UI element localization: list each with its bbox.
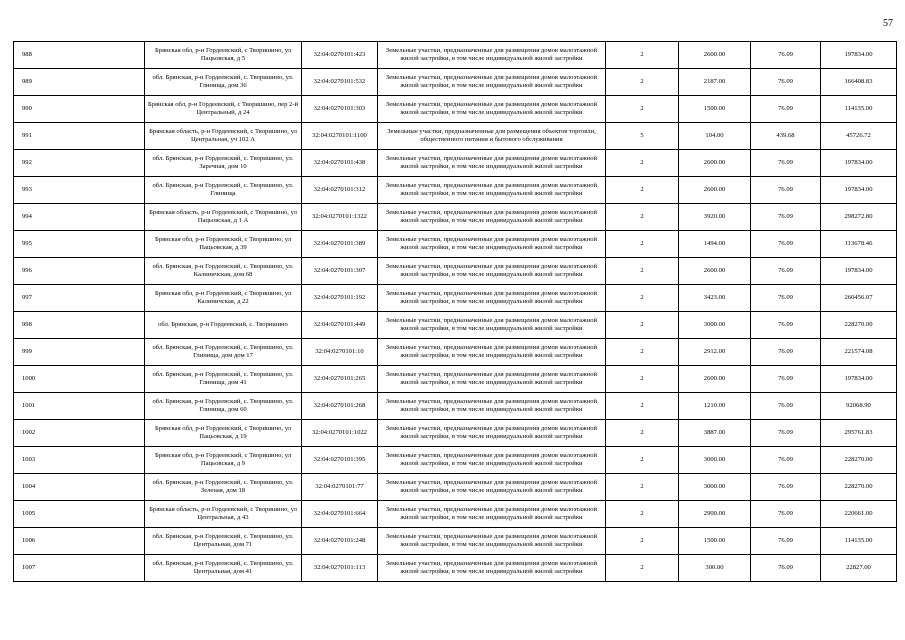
row-number-cell: 995	[14, 231, 145, 258]
specific-value-cell: 76.09	[751, 150, 821, 177]
use-group-cell: 2	[606, 528, 679, 555]
cadastral-number-cell: 32:04:0270101:1322	[302, 204, 378, 231]
land-use-cell: Земельные участки, предназначенные для размещения домов малоэтажной жилой застройки, в том числе индивидуальной жилой застройки	[378, 42, 606, 69]
cadastral-number-cell: 32:04:0270101:1100	[302, 123, 378, 150]
table-row	[14, 501, 897, 528]
specific-value-cell: 76.09	[751, 474, 821, 501]
land-plot-table	[13, 41, 897, 582]
use-group-cell: 2	[606, 204, 679, 231]
address-cell: Брянская область, р-н Гордеевский, с Творишино, ул Пацьовская, д 1 А	[145, 204, 302, 231]
cadastral-number-cell: 32:04:0270101:312	[302, 177, 378, 204]
address-cell: обл. Брянская, р-н Гордеевский, с. Творишино, ул. Глинища	[145, 177, 302, 204]
area-cell: 2600.00	[679, 150, 751, 177]
specific-value-cell: 439.68	[751, 123, 821, 150]
area-cell: 2600.00	[679, 258, 751, 285]
specific-value-cell: 76.09	[751, 393, 821, 420]
address-cell: обл. Брянская, р-н Гордеевский, с. Творишино, ул. Калиничская, дом 68	[145, 258, 302, 285]
area-cell: 2912.00	[679, 339, 751, 366]
use-group-cell: 2	[606, 366, 679, 393]
cadastral-value-cell: 197834.00	[821, 366, 897, 393]
row-number-cell: 1003	[14, 447, 145, 474]
cadastral-value-cell: 298272.80	[821, 204, 897, 231]
land-use-cell: Земельные участки, предназначенные для размещения домов малоэтажной жилой застройки, в том числе индивидуальной жилой застройки	[378, 150, 606, 177]
use-group-cell: 2	[606, 258, 679, 285]
specific-value-cell: 76.09	[751, 555, 821, 582]
address-cell: обл. Брянская, р-н Гордеевский, с. Творишино	[145, 312, 302, 339]
cadastral-value-cell: 166408.83	[821, 69, 897, 96]
address-cell: обл. Брянская, р-н Гордеевский, с. Творишино, ул. Заречная, дом 10	[145, 150, 302, 177]
land-use-cell: Земельные участки, предназначенные для размещения домов малоэтажной жилой застройки, в том числе индивидуальной жилой застройки	[378, 177, 606, 204]
use-group-cell: 2	[606, 285, 679, 312]
cadastral-number-cell: 32:04:0270101:113	[302, 555, 378, 582]
land-use-cell: Земельные участки, предназначенные для размещения домов малоэтажной жилой застройки, в том числе индивидуальной жилой застройки	[378, 555, 606, 582]
cadastral-value-cell: 92068.90	[821, 393, 897, 420]
address-cell: Брянская область, р-н Гордеевский, с Творишино, ул Центральная, уч 102 А	[145, 123, 302, 150]
table-row	[14, 69, 897, 96]
use-group-cell: 2	[606, 150, 679, 177]
table-row	[14, 393, 897, 420]
row-number-cell: 994	[14, 204, 145, 231]
row-number-cell: 1007	[14, 555, 145, 582]
area-cell: 2600.00	[679, 42, 751, 69]
specific-value-cell: 76.09	[751, 204, 821, 231]
specific-value-cell: 76.09	[751, 69, 821, 96]
row-number-cell: 1001	[14, 393, 145, 420]
table-row	[14, 150, 897, 177]
area-cell: 104.00	[679, 123, 751, 150]
table-row	[14, 447, 897, 474]
address-cell: Брянская область, р-н Гордеевский, с Творишино, ул Центральная, д 43	[145, 501, 302, 528]
land-use-cell: Земельные участки, предназначенные для размещения домов малоэтажной жилой застройки, в том числе индивидуальной жилой застройки	[378, 96, 606, 123]
specific-value-cell: 76.09	[751, 420, 821, 447]
address-cell: Брянская обл, р-н Гордеевский, с Творишино, ул Пацьовская, д 39	[145, 231, 302, 258]
cadastral-value-cell: 228270.00	[821, 312, 897, 339]
table-body	[14, 42, 897, 582]
specific-value-cell: 76.09	[751, 258, 821, 285]
row-number-cell: 992	[14, 150, 145, 177]
row-number-cell: 1006	[14, 528, 145, 555]
land-use-cell: Земельные участки, предназначенные для размещения домов малоэтажной жилой застройки, в том числе индивидуальной жилой застройки	[378, 420, 606, 447]
land-use-cell: Земельные участки, предназначенные для размещения объектов торговли, общественного питания и бытового обслуживания	[378, 123, 606, 150]
cadastral-number-cell: 32:04:0270101:77	[302, 474, 378, 501]
area-cell: 300.00	[679, 555, 751, 582]
address-cell: обл. Брянская, р-н Гордеевский, с. Творишино, ул. Глинища, дом дом 17	[145, 339, 302, 366]
land-use-cell: Земельные участки, предназначенные для размещения домов малоэтажной жилой застройки, в том числе индивидуальной жилой застройки	[378, 528, 606, 555]
row-number-cell: 998	[14, 312, 145, 339]
land-use-cell: Земельные участки, предназначенные для размещения домов малоэтажной жилой застройки, в том числе индивидуальной жилой застройки	[378, 69, 606, 96]
area-cell: 3920.00	[679, 204, 751, 231]
cadastral-value-cell: 220661.00	[821, 501, 897, 528]
area-cell: 3887.00	[679, 420, 751, 447]
specific-value-cell: 76.09	[751, 231, 821, 258]
table-row	[14, 204, 897, 231]
table-row	[14, 312, 897, 339]
cadastral-value-cell: 197834.00	[821, 258, 897, 285]
area-cell: 2900.00	[679, 501, 751, 528]
cadastral-number-cell: 32:04:0270101:389	[302, 231, 378, 258]
cadastral-value-cell: 260456.07	[821, 285, 897, 312]
use-group-cell: 2	[606, 420, 679, 447]
table-row	[14, 231, 897, 258]
land-use-cell: Земельные участки, предназначенные для размещения домов малоэтажной жилой застройки, в том числе индивидуальной жилой застройки	[378, 501, 606, 528]
use-group-cell: 2	[606, 69, 679, 96]
table-row	[14, 339, 897, 366]
address-cell: обл. Брянская, р-н Гордеевский, с. Творишино, ул. Центральная, дом 71	[145, 528, 302, 555]
area-cell: 3000.00	[679, 447, 751, 474]
use-group-cell: 2	[606, 474, 679, 501]
land-use-cell: Земельные участки, предназначенные для размещения домов малоэтажной жилой застройки, в том числе индивидуальной жилой застройки	[378, 474, 606, 501]
land-use-cell: Земельные участки, предназначенные для размещения домов малоэтажной жилой застройки, в том числе индивидуальной жилой застройки	[378, 312, 606, 339]
cadastral-number-cell: 32:04:0270101:268	[302, 393, 378, 420]
specific-value-cell: 76.09	[751, 312, 821, 339]
land-use-cell: Земельные участки, предназначенные для размещения домов малоэтажной жилой застройки, в том числе индивидуальной жилой застройки	[378, 339, 606, 366]
row-number-cell: 990	[14, 96, 145, 123]
area-cell: 1210.00	[679, 393, 751, 420]
address-cell: обл. Брянская, р-н Гордеевский, с. Творишино, ул. Центральная, дом 41	[145, 555, 302, 582]
land-use-cell: Земельные участки, предназначенные для размещения домов малоэтажной жилой застройки, в том числе индивидуальной жилой застройки	[378, 285, 606, 312]
specific-value-cell: 76.09	[751, 501, 821, 528]
specific-value-cell: 76.09	[751, 528, 821, 555]
cadastral-value-cell: 221574.08	[821, 339, 897, 366]
cadastral-number-cell: 32:04:0270101:532	[302, 69, 378, 96]
address-cell: обл. Брянская, р-н Гордеевский, с. Творишино, ул. Глинища, дом 41	[145, 366, 302, 393]
address-cell: Брянская обл, р-н Гордеевский, с Творишино, ул Пацьовская, д 5	[145, 42, 302, 69]
row-number-cell: 988	[14, 42, 145, 69]
area-cell: 3000.00	[679, 312, 751, 339]
row-number-cell: 991	[14, 123, 145, 150]
table-row	[14, 123, 897, 150]
land-use-cell: Земельные участки, предназначенные для размещения домов малоэтажной жилой застройки, в том числе индивидуальной жилой застройки	[378, 258, 606, 285]
use-group-cell: 2	[606, 42, 679, 69]
cadastral-number-cell: 32:04:0270101:438	[302, 150, 378, 177]
use-group-cell: 2	[606, 177, 679, 204]
row-number-cell: 989	[14, 69, 145, 96]
use-group-cell: 2	[606, 312, 679, 339]
cadastral-value-cell: 197834.00	[821, 150, 897, 177]
land-use-cell: Земельные участки, предназначенные для размещения домов малоэтажной жилой застройки, в том числе индивидуальной жилой застройки	[378, 447, 606, 474]
address-cell: Брянская обл, р-н Гордеевский, с Творишино, пер 2-й Центральный, д 24	[145, 96, 302, 123]
table-row	[14, 96, 897, 123]
specific-value-cell: 76.09	[751, 447, 821, 474]
cadastral-value-cell: 295761.83	[821, 420, 897, 447]
table-row	[14, 528, 897, 555]
specific-value-cell: 76.09	[751, 339, 821, 366]
row-number-cell: 1000	[14, 366, 145, 393]
area-cell: 1500.00	[679, 528, 751, 555]
page-number: 57	[883, 18, 893, 29]
table-row	[14, 474, 897, 501]
use-group-cell: 2	[606, 447, 679, 474]
use-group-cell: 2	[606, 393, 679, 420]
area-cell: 3423.00	[679, 285, 751, 312]
address-cell: Брянская обл, р-н Гордеевский, с Творишино, ул Калиничская, д 22	[145, 285, 302, 312]
cadastral-number-cell: 32:04:0270101:307	[302, 258, 378, 285]
table-row	[14, 42, 897, 69]
cadastral-number-cell: 32:04:0270101:265	[302, 366, 378, 393]
cadastral-number-cell: 32:04:0270101:1022	[302, 420, 378, 447]
row-number-cell: 997	[14, 285, 145, 312]
area-cell: 2600.00	[679, 366, 751, 393]
table-row	[14, 420, 897, 447]
cadastral-value-cell: 228270.00	[821, 474, 897, 501]
cadastral-number-cell: 32:04:0270101:248	[302, 528, 378, 555]
land-use-cell: Земельные участки, предназначенные для размещения домов малоэтажной жилой застройки, в том числе индивидуальной жилой застройки	[378, 366, 606, 393]
cadastral-number-cell: 32:04:0270101:303	[302, 96, 378, 123]
cadastral-number-cell: 32:04:0270101:395	[302, 447, 378, 474]
row-number-cell: 1002	[14, 420, 145, 447]
use-group-cell: 2	[606, 96, 679, 123]
cadastral-number-cell: 32:04:0270101:10	[302, 339, 378, 366]
address-cell: Брянская обл, р-н Гордеевский, с Творишино, ул Пацьовская, д 19	[145, 420, 302, 447]
use-group-cell: 5	[606, 123, 679, 150]
specific-value-cell: 76.09	[751, 96, 821, 123]
cadastral-number-cell: 32:04:0270101:449	[302, 312, 378, 339]
cadastral-value-cell: 114135.00	[821, 528, 897, 555]
address-cell: обл. Брянская, р-н Гордеевский, с. Творишино, ул. Глинища, дом 60	[145, 393, 302, 420]
row-number-cell: 999	[14, 339, 145, 366]
area-cell: 2187.00	[679, 69, 751, 96]
use-group-cell: 2	[606, 231, 679, 258]
cadastral-number-cell: 32:04:0270101:664	[302, 501, 378, 528]
cadastral-value-cell: 114135.00	[821, 96, 897, 123]
cadastral-value-cell: 113678.46	[821, 231, 897, 258]
row-number-cell: 996	[14, 258, 145, 285]
area-cell: 2600.00	[679, 177, 751, 204]
specific-value-cell: 76.09	[751, 285, 821, 312]
cadastral-value-cell: 197834.00	[821, 42, 897, 69]
table-row	[14, 555, 897, 582]
land-use-cell: Земельные участки, предназначенные для размещения домов малоэтажной жилой застройки, в том числе индивидуальной жилой застройки	[378, 231, 606, 258]
row-number-cell: 1004	[14, 474, 145, 501]
cadastral-value-cell: 45726.72	[821, 123, 897, 150]
land-use-cell: Земельные участки, предназначенные для размещения домов малоэтажной жилой застройки, в том числе индивидуальной жилой застройки	[378, 393, 606, 420]
table-row	[14, 258, 897, 285]
address-cell: обл. Брянская, р-н Гордеевский, с. Творишино, ул. Глинища, дом 36	[145, 69, 302, 96]
row-number-cell: 1005	[14, 501, 145, 528]
address-cell: Брянская обл, р-н Гордеевский, с Творишино, ул Пацьовская, д 9	[145, 447, 302, 474]
area-cell: 3000.00	[679, 474, 751, 501]
cadastral-number-cell: 32:04:0270101:192	[302, 285, 378, 312]
area-cell: 1494.00	[679, 231, 751, 258]
use-group-cell: 2	[606, 555, 679, 582]
cadastral-value-cell: 228270.00	[821, 447, 897, 474]
specific-value-cell: 76.09	[751, 177, 821, 204]
land-use-cell: Земельные участки, предназначенные для размещения домов малоэтажной жилой застройки, в том числе индивидуальной жилой застройки	[378, 204, 606, 231]
cadastral-value-cell: 197834.00	[821, 177, 897, 204]
row-number-cell: 993	[14, 177, 145, 204]
cadastral-value-cell: 22827.00	[821, 555, 897, 582]
address-cell: обл. Брянская, р-н Гордеевский, с. Творишино, ул. Зеленая, дом 18	[145, 474, 302, 501]
table-row	[14, 285, 897, 312]
table-row	[14, 366, 897, 393]
use-group-cell: 2	[606, 501, 679, 528]
table-row	[14, 177, 897, 204]
specific-value-cell: 76.09	[751, 42, 821, 69]
area-cell: 1500.00	[679, 96, 751, 123]
specific-value-cell: 76.09	[751, 366, 821, 393]
use-group-cell: 2	[606, 339, 679, 366]
cadastral-number-cell: 32:04:0270101:423	[302, 42, 378, 69]
